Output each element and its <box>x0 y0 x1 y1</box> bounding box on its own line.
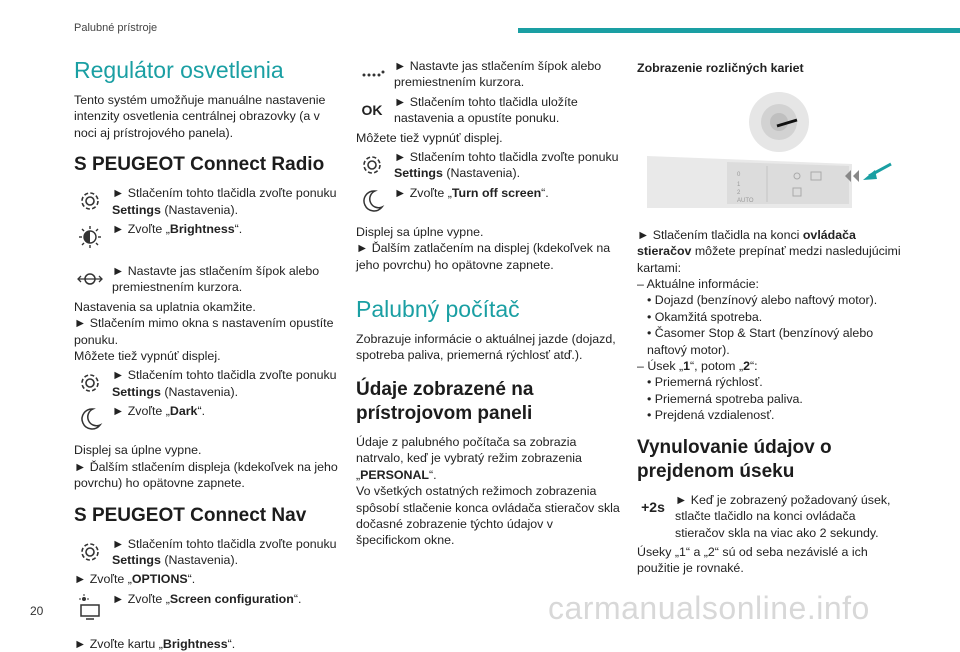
nav-step2-suffix: “. <box>187 572 196 587</box>
col2-off2: ► Ďalším zatlačením na displej (kdekoľvek na jeho povrchu) ho opätovne zapnete. <box>356 241 611 272</box>
footer-watermark: carmanualsonline.info <box>548 590 870 626</box>
radio-off2: ► Ďalším stlačením displeja (kdekoľvek na jeho povrchu) ho opätovne zapnete. <box>74 459 338 491</box>
desc-bold: ovládača stieračov <box>637 227 856 259</box>
stalk-mark-auto: AUTO <box>737 198 754 205</box>
radio-heading: S PEUGEOT Connect Radio <box>74 154 325 176</box>
radio-step2-text: ► Zvoľte „ <box>112 222 170 237</box>
nav-step3-suffix: “. <box>293 591 302 606</box>
col2-note1: Môžete tiež vypnúť displej. <box>356 130 503 145</box>
press-2s-icon: +2s <box>641 499 665 516</box>
nav-step1-bold: Settings <box>112 552 161 567</box>
section-text-a: – Úsek „ <box>637 359 684 374</box>
section-text-e: “: <box>749 359 758 374</box>
header-section-title: Palubné prístroje <box>74 22 158 34</box>
nav-step4-text: ► Zvoľte kartu „ <box>74 636 163 651</box>
radio-off1: Displej sa úplne vypne. <box>74 443 202 458</box>
radio-step4-text: ► Stlačením tohto tlačidla zvoľte ponuku <box>112 368 337 383</box>
nav-heading: S PEUGEOT Connect Nav <box>74 504 307 526</box>
stalk-mark-2: 2 <box>737 190 741 197</box>
reset-heading: Vynulovanie údajov o prejdenom úseku <box>637 436 832 482</box>
radio-step5-bold: Dark <box>169 404 198 419</box>
col2-step-ok <box>356 94 620 127</box>
header-accent-bar <box>518 28 960 33</box>
data-displayed-heading: Údaje zobrazené na prístrojovom paneli <box>356 378 534 424</box>
nav-step1-suffix: (Nastavenia). <box>160 552 239 567</box>
stalk-mark-0: 0 <box>737 172 741 179</box>
slider-dots-icon <box>356 58 388 90</box>
gear-icon <box>356 149 388 181</box>
radio-step3-text: ► Nastavte jas stlačením šípok alebo premiestnením kurzora. <box>112 264 320 295</box>
section-2: 2 <box>743 359 750 374</box>
screen-brightness-icon <box>74 591 106 623</box>
nav-step3-text: ► Zvoľte „ <box>112 591 170 606</box>
radio-note3: Môžete tiež vypnúť displej. <box>74 349 221 364</box>
current-item: • Okamžitá spotreba. <box>647 309 763 324</box>
gear-icon <box>74 367 106 399</box>
col2-step-turn-off <box>356 185 620 217</box>
nav-step2-text: ► Zvoľte „ <box>74 572 132 587</box>
col2-step3-text: ► Stlačením tohto tlačidla zvoľte ponuku <box>394 150 619 165</box>
radio-note1: Nastavenia sa uplatnia okamžite. <box>74 299 256 314</box>
radio-step-brightness <box>74 221 346 253</box>
data1-suffix: “. <box>429 467 437 482</box>
gear-icon <box>74 185 106 217</box>
radio-step5-text: ► Zvoľte „ <box>112 404 170 419</box>
section-1: 1 <box>683 359 691 374</box>
nav-step2-bold: OPTIONS <box>131 572 188 587</box>
radio-step1-suffix: (Nastavenia). <box>160 202 239 217</box>
desc-text: ► Stlačením tlačidla na konci <box>637 227 803 242</box>
page-number: 20 <box>30 604 44 618</box>
nav-step4-bold: Brightness <box>162 636 228 651</box>
slider-arrows-icon <box>74 263 106 295</box>
lighting-title: Regulátor osvetlenia <box>74 57 284 83</box>
radio-step-dark <box>74 403 346 435</box>
radio-step-settings <box>74 185 346 218</box>
radio-step-settings-2 <box>74 367 346 400</box>
col2-step-settings <box>356 149 620 182</box>
nav-step3-bold: Screen configuration <box>169 591 294 606</box>
radio-step2-bold: Brightness <box>169 222 235 237</box>
data2-text: Vo všetkých ostatných režimoch zobrazenia spôsobí stlačenie konca ovládača stieračov skla dočasné zobrazenie týchto údajov v špecifickom okne. <box>356 484 620 548</box>
col2-step4-bold: Turn off screen <box>451 185 542 200</box>
trip-computer-intro: Zobrazuje informácie o aktuálnej jazde (dojazd, spotreba paliva, priemerná rýchlosť atď.). <box>356 332 616 363</box>
section-item: • Priemerná rýchlosť. <box>647 375 763 390</box>
current-item: • Dojazd (benzínový alebo naftový motor). <box>647 293 878 308</box>
wiper-stalk-figure <box>637 86 907 218</box>
radio-note2: ► Stlačením mimo okna s nastavením opustíte ponuku. <box>74 316 334 347</box>
reset-note: Úseky „1“ a „2“ sú od seba nezávislé a ich použitie je rovnaké. <box>637 544 868 576</box>
reset-step <box>637 492 907 541</box>
radio-step2-suffix: “. <box>234 222 243 237</box>
col2-step4-text: ► Zvoľte „ <box>394 185 452 200</box>
data1-text: Údaje z palubného počítača sa zobrazia natrvalo, keď je vybratý režim zobrazenia „ <box>356 434 582 482</box>
section-item: • Prejdená vzdialenosť. <box>647 408 775 423</box>
lighting-intro: Tento systém umožňuje manuálne nastavenie intenzity osvetlenia centrálnej obrazovky (a v noci aj prístrojového panela). <box>74 93 326 140</box>
radio-step-slider <box>74 263 346 296</box>
moon-icon <box>74 403 106 435</box>
moon-icon <box>356 185 388 217</box>
trip-computer-title: Palubný počítač <box>356 296 520 323</box>
col2-step1-text: ► Nastavte jas stlačením šípok alebo premiestnením kurzora. <box>394 59 602 90</box>
data1-bold: PERSONAL <box>360 467 429 482</box>
brightness-icon <box>74 221 106 253</box>
stalk-mark-1: 1 <box>737 182 741 189</box>
gear-icon <box>74 536 106 568</box>
nav-step1-text: ► Stlačením tohto tlačidla zvoľte ponuku <box>112 536 337 551</box>
radio-step1-text: ► Stlačením tohto tlačidla zvoľte ponuku <box>112 186 337 201</box>
column-3 <box>637 56 907 577</box>
radio-step5-suffix: “. <box>197 404 206 419</box>
radio-step1-bold: Settings <box>112 202 161 217</box>
current-info-label: – Aktuálne informácie: <box>637 277 759 292</box>
column-1 <box>74 56 346 652</box>
nav-step-screen-config <box>74 591 346 623</box>
current-item: • Časomer Stop & Start (benzínový alebo naftový motor). <box>647 326 874 357</box>
col2-step3-bold: Settings <box>394 166 443 181</box>
col2-step2-text: ► Stlačením tohto tlačidla uložíte nastavenia a opustíte ponuku. <box>394 94 578 126</box>
radio-step4-suffix: (Nastavenia). <box>160 384 239 399</box>
ok-button-icon: OK <box>361 101 383 118</box>
col2-off1: Displej sa úplne vypne. <box>356 224 484 239</box>
desc-suffix: môžete prepínať medzi nasledujúcimi kartami: <box>637 244 901 275</box>
reset-step-text: ► Keď je zobrazený požadovaný úsek, stlačte tlačidlo na konci ovládača stieračov skla na viac ako 2 sekundy. <box>675 492 891 540</box>
nav-step4-suffix: “. <box>227 636 236 651</box>
figure-title: Zobrazenie rozličných kariet <box>637 61 804 75</box>
column-2 <box>356 56 620 549</box>
col2-step-slider <box>356 58 620 91</box>
section-text-c: “, potom „ <box>690 359 744 374</box>
radio-step4-bold: Settings <box>112 384 161 399</box>
section-item: • Priemerná spotreba paliva. <box>647 391 803 406</box>
nav-step-settings <box>74 536 346 569</box>
col2-step4-suffix: “. <box>541 185 549 200</box>
col2-step3-suffix: (Nastavenia). <box>442 166 521 181</box>
